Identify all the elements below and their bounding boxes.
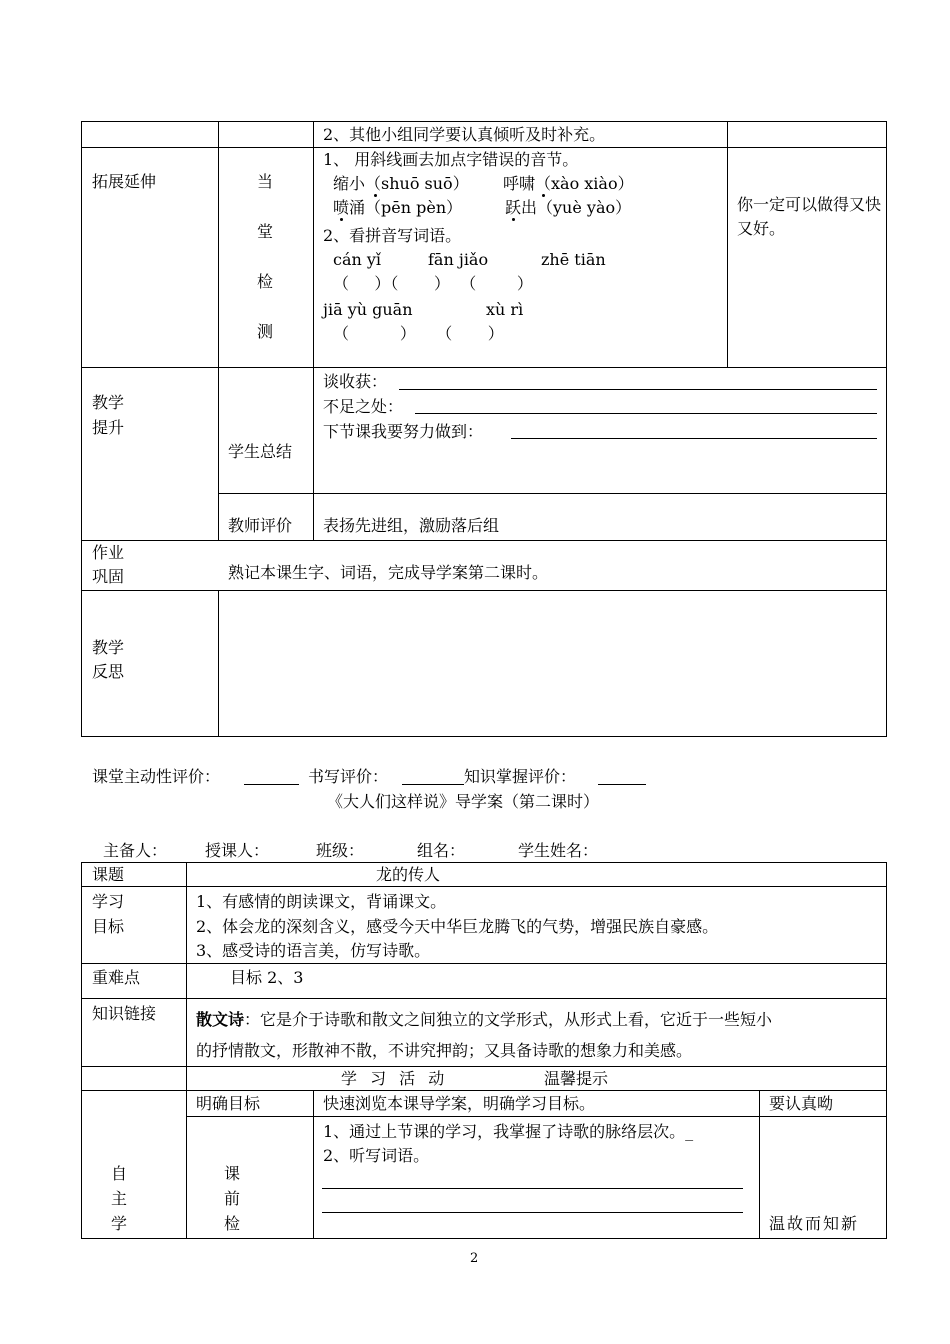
student-summary-label: 学生总结	[228, 442, 293, 461]
shortcoming-blank[interactable]	[415, 413, 877, 414]
next-effort-label: 下节课我要努力做到：	[323, 422, 484, 441]
gain-label: 谈收获：	[323, 372, 388, 391]
emphasis-dot	[374, 194, 377, 197]
pinyin-4: jiā yù guān	[323, 300, 413, 319]
goals-label-1: 学习	[92, 892, 125, 911]
pinyin-2: fān jiǎo	[428, 250, 489, 269]
knowledge-label: 知识链接	[92, 1004, 157, 1023]
precheck-tip: 温故而知新	[769, 1214, 860, 1233]
teacher-eval-content: 表扬先进组，激励落后组	[323, 516, 500, 535]
next-effort-blank[interactable]	[511, 438, 877, 439]
knowledge-term: 散文诗	[196, 1010, 245, 1029]
group-label: 组名：	[417, 841, 466, 860]
emphasis-dot	[340, 218, 343, 221]
clear-goal-content: 快速浏览本课导学案，明确学习目标。	[323, 1094, 596, 1113]
shortcoming-label: 不足之处：	[323, 397, 404, 416]
knowledge-eval-label: 知识掌握评价：	[464, 767, 577, 786]
q1-word-4: 跃出（yuè yào）	[505, 198, 632, 217]
goals-label-2: 目标	[92, 917, 125, 936]
teacher-eval-label: 教师评价	[228, 516, 293, 535]
homework-content: 熟记本课生字、词语，完成导学案第二课时。	[228, 563, 549, 582]
clear-goal-label: 明确目标	[196, 1094, 261, 1113]
gain-blank[interactable]	[399, 389, 877, 390]
class-label: 班级：	[316, 841, 365, 860]
knowledge-line-1	[196, 1010, 772, 1030]
precheck-char-1: 课	[224, 1164, 241, 1183]
precheck-item-2: 2、听写词语。	[323, 1146, 430, 1165]
preparer-label: 主备人：	[103, 841, 168, 860]
extension-label: 拓展延伸	[92, 172, 157, 191]
check-label-4: 测	[257, 322, 274, 341]
self-study-char-3: 学	[111, 1214, 128, 1233]
dictation-blank-2[interactable]	[322, 1212, 743, 1213]
reflection-label-1: 教学	[92, 638, 125, 657]
emphasis-dot	[542, 194, 545, 197]
document-title: 《大人们这样说》导学案（第二课时）	[327, 792, 600, 811]
reflection-input-area[interactable]	[219, 591, 886, 736]
precheck-item-1: 1、通过上节课的学习，我掌握了诗歌的脉络层次。_	[323, 1122, 694, 1141]
difficulty-label: 重难点	[92, 968, 141, 987]
clear-goal-tip: 要认真呦	[769, 1094, 834, 1113]
homework-label-1: 作业	[92, 543, 125, 562]
topic-label: 课题	[92, 865, 125, 884]
emphasis-dot	[512, 218, 515, 221]
q1-word-3: 喷涌（pēn pèn）	[333, 198, 463, 217]
q1-word-2: 呼啸（xào xiào）	[503, 174, 634, 193]
check-label-2: 堂	[257, 222, 274, 241]
self-study-char-1: 自	[111, 1164, 128, 1183]
precheck-char-2: 前	[224, 1189, 241, 1208]
pinyin-3: zhē tiān	[541, 250, 606, 269]
encouragement-tip: 你一定可以做得又快又好。	[737, 195, 882, 238]
improve-label-2: 提升	[92, 418, 125, 437]
tips-header: 温馨提示	[544, 1069, 609, 1088]
student-name-label: 学生姓名：	[518, 841, 599, 860]
goal-item-2: 2、体会龙的深刻含义，感受今天中华巨龙腾飞的气势，增强民族自豪感。	[196, 917, 719, 936]
knowledge-eval-blank[interactable]	[598, 784, 646, 785]
homework-label-2: 巩固	[92, 567, 125, 586]
goal-item-1: 1、有感情的朗读课文，背诵课文。	[196, 892, 447, 911]
improve-label-1: 教学	[92, 393, 125, 412]
writing-eval-blank[interactable]	[402, 784, 464, 785]
q1-word-1: 缩小（shuō suō）	[333, 174, 469, 193]
topic-title: 龙的传人	[376, 865, 441, 884]
pinyin-5: xù rì	[486, 300, 524, 319]
lecturer-label: 授课人：	[205, 841, 270, 860]
knowledge-text-1: ：它是介于诗歌和散文之间独立的文学形式，从形式上看，它近于一些短小	[244, 1010, 773, 1029]
previous-row-content: 2、其他小组同学要认真倾听及时补充。	[323, 125, 606, 144]
answer-brackets-row2: （ ） （ ）	[333, 324, 504, 343]
active-eval-blank[interactable]	[244, 784, 299, 785]
goal-item-3: 3、感受诗的语言美，仿写诗歌。	[196, 941, 431, 960]
pinyin-1: cán yǐ	[333, 250, 382, 269]
answer-brackets-row1: （ ）（ ） （ ）	[333, 274, 533, 293]
knowledge-line-2: 的抒情散文，形散神不散，不讲究押韵；又具备诗歌的想象力和美感。	[196, 1041, 693, 1060]
activities-header: 学 习 活 动	[341, 1069, 449, 1088]
reflection-label-2: 反思	[92, 662, 125, 681]
check-label-3: 检	[257, 272, 274, 291]
difficulty-content: 目标 2、3	[230, 968, 304, 987]
self-study-char-2: 主	[111, 1189, 128, 1208]
q1-title: 1、 用斜线画去加点字错误的音节。	[323, 150, 579, 169]
page-number: 2	[470, 1251, 479, 1266]
check-label-1: 当	[257, 172, 274, 191]
writing-eval-label: 书写评价：	[308, 767, 389, 786]
active-eval-label: 课堂主动性评价：	[92, 767, 221, 786]
q2-title: 2、看拼音写词语。	[323, 226, 462, 245]
dictation-blank-1[interactable]	[322, 1188, 743, 1189]
precheck-char-3: 检	[224, 1214, 241, 1233]
